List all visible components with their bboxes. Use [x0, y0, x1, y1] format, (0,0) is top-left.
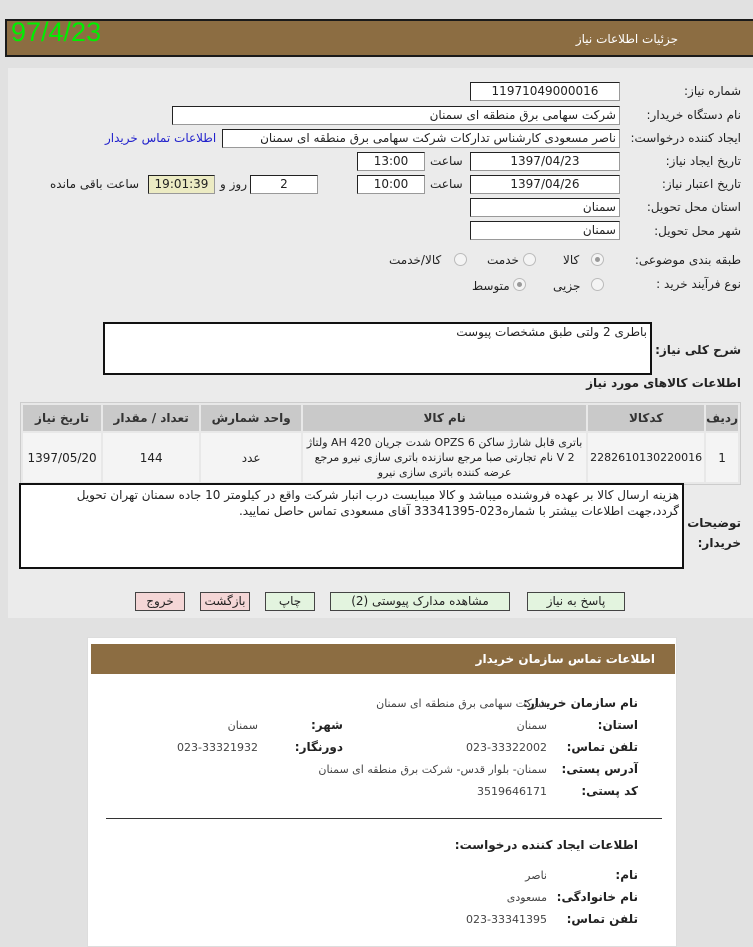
contact-org-label: نام سازمان خریدار: — [523, 696, 638, 710]
date-stamp: 97/4/23 — [11, 17, 102, 47]
contact-province-label: استان: — [597, 718, 638, 732]
exit-button[interactable]: خروج — [135, 592, 185, 611]
cell-date: 1397/05/20 — [23, 433, 101, 482]
create-date-field: 1397/04/23 — [470, 152, 620, 171]
contact-phone-label: تلفن تماس: — [566, 740, 638, 754]
goods-section-title: اطلاعات کالاهای مورد نیاز — [586, 376, 741, 390]
contact-phone: 023-33322002 — [466, 741, 547, 754]
col-qty: تعداد / مقدار — [103, 405, 199, 431]
cell-unit: عدد — [201, 433, 301, 482]
notes-textarea[interactable]: هزینه ارسال کالا بر عهده فروشنده میباشد و کالا میبایست درب انبار شرکت واقع در کیلومتر 10 جاده سمنان تهران تحویل گردد،جهت اطلاعات بیشتر با شماره023-33341395 آقای مسعودی تماس حاصل نمایید. — [19, 483, 684, 569]
valid-date-label: تاریخ اعتبار نیاز: — [661, 177, 741, 191]
col-unit: واحد شمارش — [201, 405, 301, 431]
first-name-label: نام: — [615, 868, 638, 882]
page-title: جزئیات اطلاعات نیاز — [575, 32, 678, 46]
creator-field: ناصر مسعودی کارشناس تدارکات شرکت سهامی برق منطقه ای سمنان — [222, 129, 620, 148]
summary-label: شرح کلی نیاز: — [655, 343, 741, 357]
category-radio-both[interactable] — [454, 253, 467, 266]
time-remaining-label: ساعت باقی مانده — [50, 177, 140, 191]
valid-time-field: 10:00 — [357, 175, 425, 194]
contact-city: سمنان — [227, 719, 258, 732]
need-number-label: شماره نیاز: — [684, 84, 741, 98]
goods-table-header — [23, 405, 738, 431]
cell-index: 1 — [706, 433, 738, 482]
create-time-label: ساعت — [430, 154, 463, 168]
buyer-org-label: نام دستگاه خریدار: — [646, 108, 741, 122]
goods-table — [20, 402, 741, 485]
creator-label: ایجاد کننده درخواست: — [630, 131, 741, 145]
table-row — [23, 433, 738, 482]
category-option-both: کالا/خدمت — [389, 253, 442, 267]
category-option-service: خدمت — [487, 253, 519, 267]
cell-code: 2282610130220016 — [588, 433, 704, 482]
process-label: نوع فرآیند خرید : — [656, 277, 741, 291]
buyer-contact-link[interactable]: اطلاعات تماس خریدار — [105, 131, 217, 145]
back-button[interactable]: بازگشت — [200, 592, 250, 611]
contact-address: سمنان- بلوار قدس- شرکت برق منطقه ای سمنان — [318, 763, 547, 776]
col-date: تاریخ نیاز — [23, 405, 101, 431]
category-radio-goods[interactable] — [591, 253, 604, 266]
contact-fax: 023-33321932 — [177, 741, 258, 754]
contact-postal-label: کد پستی: — [581, 784, 638, 798]
last-name: مسعودی — [506, 891, 547, 904]
create-date-label: تاریخ ایجاد نیاز: — [665, 154, 741, 168]
creator-info-title: اطلاعات ایجاد کننده درخواست: — [454, 838, 638, 852]
need-number-field: 11971049000016 — [470, 82, 620, 101]
last-name-label: نام خانوادگی: — [556, 890, 638, 904]
divider — [106, 818, 662, 819]
valid-time-label: ساعت — [430, 177, 463, 191]
valid-date-field: 1397/04/26 — [470, 175, 620, 194]
print-button[interactable]: چاپ — [265, 592, 315, 611]
days-label: روز و — [220, 177, 247, 191]
col-code: کدکالا — [588, 405, 704, 431]
buyer-org-field: شرکت سهامی برق منطقه ای سمنان — [172, 106, 620, 125]
process-option-medium: متوسط — [472, 279, 510, 293]
process-option-minor: جزیی — [553, 279, 581, 293]
creator-phone: 023-33341395 — [466, 913, 547, 926]
process-radio-minor[interactable] — [591, 278, 604, 291]
page-header — [5, 19, 753, 57]
first-name: ناصر — [525, 869, 547, 882]
province-label: استان محل تحویل: — [646, 200, 741, 214]
contact-province: سمنان — [516, 719, 547, 732]
reply-button[interactable]: پاسخ به نیاز — [527, 592, 625, 611]
process-radio-medium[interactable] — [513, 278, 526, 291]
buyer-contact-card — [87, 637, 677, 947]
category-radio-service[interactable] — [523, 253, 536, 266]
creator-phone-label: تلفن تماس: — [566, 912, 638, 926]
cell-name: باتری قابل شارژ ساکن OPZS 6 شدت جریان 420 AH ولتاژ 2 V نام تجارتی صبا مرجع سازنده باتری سازی نیرو مرجع عرضه کننده باتری سازی نیرو — [303, 433, 586, 482]
summary-textarea[interactable]: باطری 2 ولتی طبق مشخصات پیوست — [103, 322, 652, 375]
contact-city-label: شهر: — [311, 718, 343, 732]
cell-qty: 144 — [103, 433, 199, 482]
col-index: ردیف — [706, 405, 738, 431]
notes-label: توضیحات خریدار: — [687, 516, 741, 550]
col-name: نام کالا — [303, 405, 586, 431]
contact-fax-label: دورنگار: — [294, 740, 343, 754]
contact-postal: 3519646171 — [477, 785, 547, 798]
category-option-goods: کالا — [563, 253, 580, 267]
province-field: سمنان — [470, 198, 620, 217]
create-time-field: 13:00 — [357, 152, 425, 171]
category-label: طبقه بندی موضوعی: — [634, 253, 741, 267]
view-attachments-button[interactable]: مشاهده مدارک پیوستی (2) — [330, 592, 510, 611]
contact-org: شرکت سهامی برق منطقه ای سمنان — [376, 697, 547, 710]
contact-card-title: اطلاعات تماس سازمان خریدار — [91, 644, 675, 674]
days-remaining-field: 2 — [250, 175, 318, 194]
contact-address-label: آدرس پستی: — [561, 762, 638, 776]
city-label: شهر محل تحویل: — [654, 224, 741, 238]
time-remaining-field: 19:01:39 — [148, 175, 215, 194]
city-field: سمنان — [470, 221, 620, 240]
